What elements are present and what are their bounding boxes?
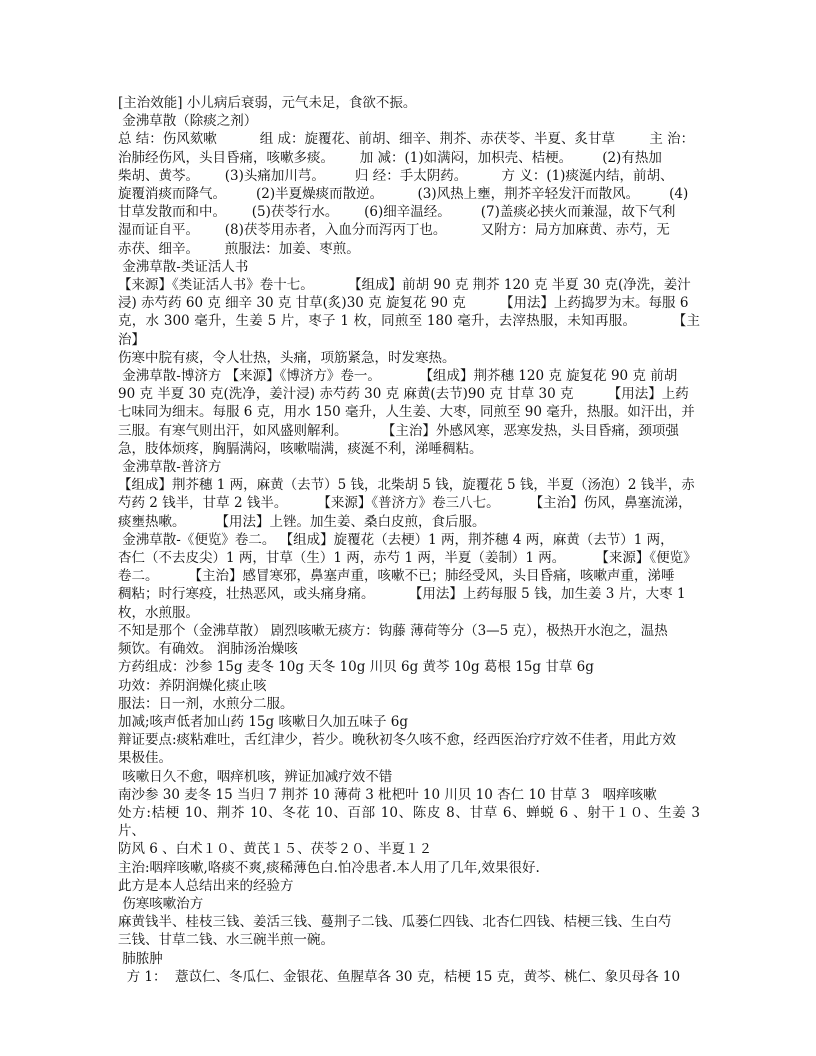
text-line: 浸) 赤芍药 60 克 细辛 30 克 甘草(炙)30 克 旋复花 90 克 【用法】上药捣罗为末。每服 6 <box>118 295 689 312</box>
text-line: 杏仁（不去皮尖）1 两，甘草（生）1 两，赤芍 1 两，半夏（姜制）1 两。 【来源】《便览》 <box>118 550 697 567</box>
section-heading: 金沸草散-博济方 【来源】《博济方》卷一。 【组成】荆芥穗 120 克 旋复花 90 克 前胡 <box>118 368 678 385</box>
text-line: 南沙参 30 麦冬 15 当归 7 荆芥 10 薄荷 3 枇杷叶 10 川贝 10 杏仁 10 甘草 3 咽痒咳嗽 <box>118 786 657 803</box>
text-line: 处方:桔梗 10、荆芥 10、冬花 10、百部 10、陈皮 8、甘草 6、蝉蜕 6 、射干１０、生姜 3 片、 <box>118 804 705 840</box>
text-line: 麻黄钱半、桂枝三钱、姜活三钱、蔓荆子二钱、瓜蒌仁四钱、北杏仁四钱、桔梗三钱、生白芍 <box>118 914 672 931</box>
text-line: 痰壅热嗽。 【用法】上锉。加生姜、桑白皮煎，食后服。 <box>118 513 486 530</box>
text-line: 急，肢体烦疼，胸膈满闷，咳嗽喘满，痰涎不利，涕唾稠粘。 <box>118 440 483 457</box>
text-line: 旋覆消痰而降气。 (2)半夏燥痰而散逆。 (3)风热上壅，荆芥辛轻发汗而散风。 (4) <box>118 186 689 203</box>
text-line: 柴胡、黄芩。 (3)头痛加川芎。 归 经：手太阴药。 方 义：(1)痰涎内结，前胡、 <box>118 167 674 184</box>
text-line: 治肺经伤风，头目昏痛，咳嗽多痰。 加 减：(1)如满闷，加枳壳、桔梗。 (2)有热加 <box>118 149 662 166</box>
text-line: 果极佳。 <box>118 750 172 767</box>
text-line: 加减;咳声低者加山药 15g 咳嗽日久加五味子 6g <box>118 713 408 730</box>
section-heading: 伤寒咳嗽治方 <box>118 895 204 912</box>
text-line: 三服。有寒气则出汗，如风盛则解利。 【主治】外感风寒，恶寒发热，头目昏痛，颈项强 <box>118 422 679 439</box>
section-heading: 金沸草散-《便览》卷二。 【组成】旋覆花（去梗）1 两，荆芥穗 4 两，麻黄（去节）1 两， <box>118 531 674 548</box>
text-line: 防风 6 、白术１０、黄芪１５、茯苓２０、半夏１２ <box>118 841 433 858</box>
text-line: 枚，水煎服。 <box>118 604 199 621</box>
text-line: [主治效能] 小儿病后衰弱，元气未足，食欲不振。 <box>118 95 417 111</box>
text-line: 不知是那个（金沸草散） 剧烈咳嗽无痰方：钩藤 薄荷等分（3—5 克），极热开水泡之，温热 <box>118 622 668 639</box>
text-line: 辩证要点:痰粘难吐，舌红津少，苔少。晚秋初冬久咳不愈，经西医治疗疗效不佳者，用此方效 <box>118 732 677 749</box>
text-line: 湿而证自平。 (8)茯苓用赤者，入血分而泻丙丁也。 又附方：局方加麻黄、赤芍，无 <box>118 222 670 239</box>
document-body <box>118 0 705 1026</box>
text-line: 【来源】《类证活人书》卷十七。 【组成】前胡 90 克 荆芥 120 克 半夏 30 克(净洗，姜汁 <box>118 277 691 294</box>
section-heading: 肺脓肿 <box>118 950 163 967</box>
text-line: 赤茯、细辛。 煎服法：加姜、枣煎。 <box>118 240 360 257</box>
text-line: 方药组成：沙参 15g 麦冬 10g 天冬 10g 川贝 6g 黄芩 10g 葛根 15g 甘草 6g <box>118 659 594 676</box>
text-line: 伤寒中脘有痰，令人壮热，头痛，项筋紧急，时发寒热。 <box>118 349 456 366</box>
section-heading: 金沸草散-普济方 <box>118 459 222 476</box>
section-heading: 咳嗽日久不愈，咽痒机咳，辨证加减疗效不错 <box>118 768 393 785</box>
text-line: 稠粘；时行寒疫，壮热恶风，或头痛身痛。 【用法】上药每服 5 钱，加生姜 3 片，大枣 1 <box>118 586 686 603</box>
text-line: 功效：养阴润燥化痰止咳 <box>118 677 267 694</box>
text-line: 三钱、甘草二钱、水三碗半煎一碗。 <box>118 932 334 949</box>
section-heading: 金沸草散（除痰之剂） <box>118 113 258 130</box>
text-line: 总 结：伤风欬嗽 组 成：旋覆花、前胡、细辛、荆芥、赤茯苓、半夏、炙甘草 主 治： <box>118 131 695 148</box>
text-line: 甘草发散而和中。 (5)茯苓行水。 (6)细辛温经。 (7)盖痰必挟火而兼湿，故下气利 <box>118 204 676 221</box>
text-line: 芍药 2 钱半，甘草 2 钱半。 【来源】《普济方》卷三八七。 【主治】伤风，鼻塞流涕， <box>118 495 692 512</box>
text-line: 服法：日一剂，水煎分二服。 <box>118 695 294 712</box>
text-line: 卷二。 【主治】感冒寒邪，鼻塞声重，咳嗽不已；肺经受风，头目昏痛，咳嗽声重，涕唾 <box>118 568 675 585</box>
text-line: 方 1： 薏苡仁、冬瓜仁、金银花、鱼腥草各 30 克，桔梗 15 克，黄芩、桃仁、象贝母各 10 <box>118 968 681 985</box>
text-line: 七味同为细末。每服 6 克，用水 150 毫升，人生姜、大枣，同煎至 90 毫升，热服。如汗出，并 <box>118 404 695 421</box>
text-line: 克，水 300 毫升，生姜 5 片，枣子 1 枚，同煎至 180 毫升，去滓热服，未知再服。 【主治】 <box>118 313 700 348</box>
text-line: 【组成】荆芥穗 1 两，麻黄（去节）5 钱，北柴胡 5 钱，旋覆花 5 钱，半夏（汤泡）2 钱半，赤 <box>118 477 695 494</box>
text-line: 90 克 半夏 30 克(洗净，姜汁浸) 赤芍药 30 克 麻黄(去节)90 克 甘草 30 克 【用法】上药 <box>118 386 689 403</box>
text-line: 频饮。有确效。 润肺汤治燥咳 <box>118 641 298 658</box>
text-line: 此方是本人总结出来的经验方 <box>118 877 294 894</box>
section-heading: 金沸草散-类证活人书 <box>118 258 249 275</box>
text-line: 主治:咽痒咳嗽,咯痰不爽,痰稀薄色白.怕冷患者.本人用了几年,效果很好. <box>118 859 540 876</box>
